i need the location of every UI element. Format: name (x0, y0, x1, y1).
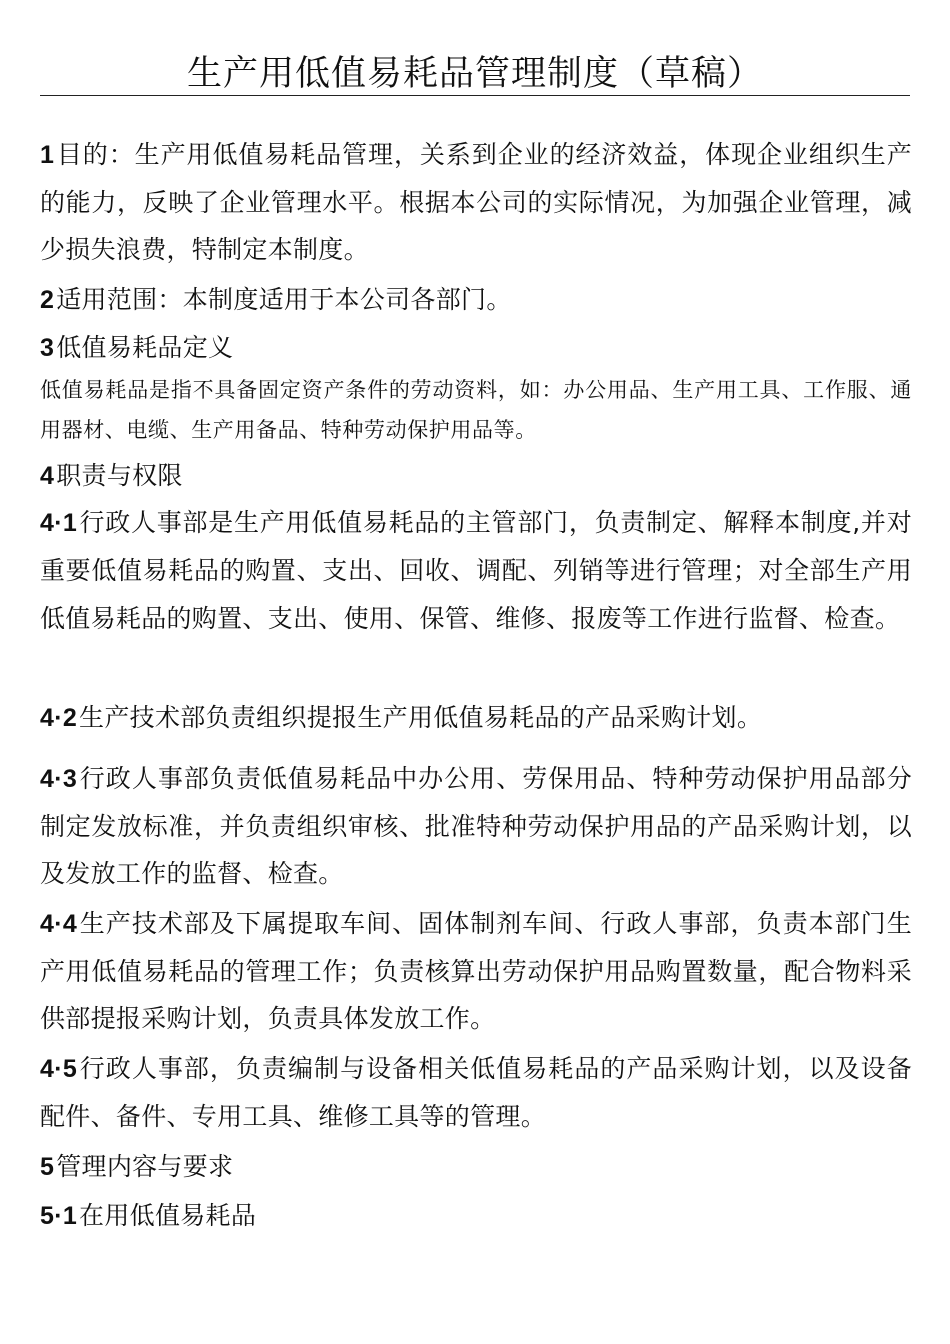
section-text: 行政人事部是生产用低值易耗品的主管部门，负责制定、解释本制度,并对重要低值易耗品的购置、支出、回收、调配、列销等进行管理；对全部生产用低值易耗品的购置、支出、使用、保管、维修、报废等工作进行监督、检查。 (40, 508, 912, 633)
section-2-scope (40, 276, 912, 324)
section-text: 在用低值易耗品 (79, 1201, 257, 1230)
section-4-heading (40, 452, 912, 500)
section-text: 行政人事部负责低值易耗品中办公用、劳保用品、特种劳动保护用品部分制定发放标准，并负责组织审核、批准特种劳动保护用品的产品采购计划，以及发放工作的监督、检查。 (40, 764, 912, 888)
section-text: 职责与权限 (56, 461, 183, 490)
section-text: 生产技术部负责组织提报生产用低值易耗品的产品采购计划。 (79, 703, 763, 732)
section-text: 低值易耗品是指不具备固定资产条件的劳动资料，如：办公用品、生产用工具、工作服、通用器材、电缆、生产用备品、特种劳动保护用品等。 (40, 378, 912, 442)
section-number: 4·1 (40, 509, 78, 537)
section-4-1 (40, 499, 912, 643)
document-title: 生产用低值易耗品管理制度（草稿） (186, 54, 763, 94)
section-number: 5 (40, 1153, 55, 1181)
section-4-3 (40, 755, 912, 897)
section-text: 适用范围：本制度适用于本公司各部门。 (56, 285, 512, 314)
section-4-4 (40, 900, 912, 1042)
section-text: 低值易耗品定义 (56, 333, 234, 362)
section-text: 管理内容与要求 (56, 1152, 234, 1181)
section-1-purpose (40, 131, 912, 273)
section-text: 行政人事部，负责编制与设备相关低值易耗品的产品采购计划，以及设备配件、备件、专用工具、维修工具等的管理。 (40, 1054, 912, 1131)
section-number: 4 (40, 462, 55, 490)
section-number: 4·4 (40, 910, 78, 938)
title-underline (40, 95, 910, 96)
section-4-5 (40, 1045, 912, 1140)
section-number: 2 (40, 286, 55, 314)
section-text: 目的：生产用低值易耗品管理，关系到企业的经济效益，体现企业组织生产的能力，反映了企业管理水平。根据本公司的实际情况，为加强企业管理，减少损失浪费，特制定本制度。 (40, 140, 912, 264)
section-number: 4·3 (40, 765, 78, 793)
section-5-heading (40, 1143, 912, 1191)
section-number: 4·2 (40, 704, 78, 732)
section-5-1 (40, 1192, 912, 1240)
section-number: 3 (40, 334, 55, 362)
section-3-heading (40, 324, 912, 372)
section-number: 1 (40, 141, 55, 169)
section-number: 4·5 (40, 1055, 78, 1083)
section-number: 5·1 (40, 1202, 78, 1230)
section-3-definition (40, 370, 912, 450)
section-4-2 (40, 694, 912, 742)
section-text: 生产技术部及下属提取车间、固体制剂车间、行政人事部，负责本部门生产用低值易耗品的管理工作；负责核算出劳动保护用品购置数量，配合物料采供部提报采购计划，负责具体发放工作。 (40, 909, 912, 1033)
